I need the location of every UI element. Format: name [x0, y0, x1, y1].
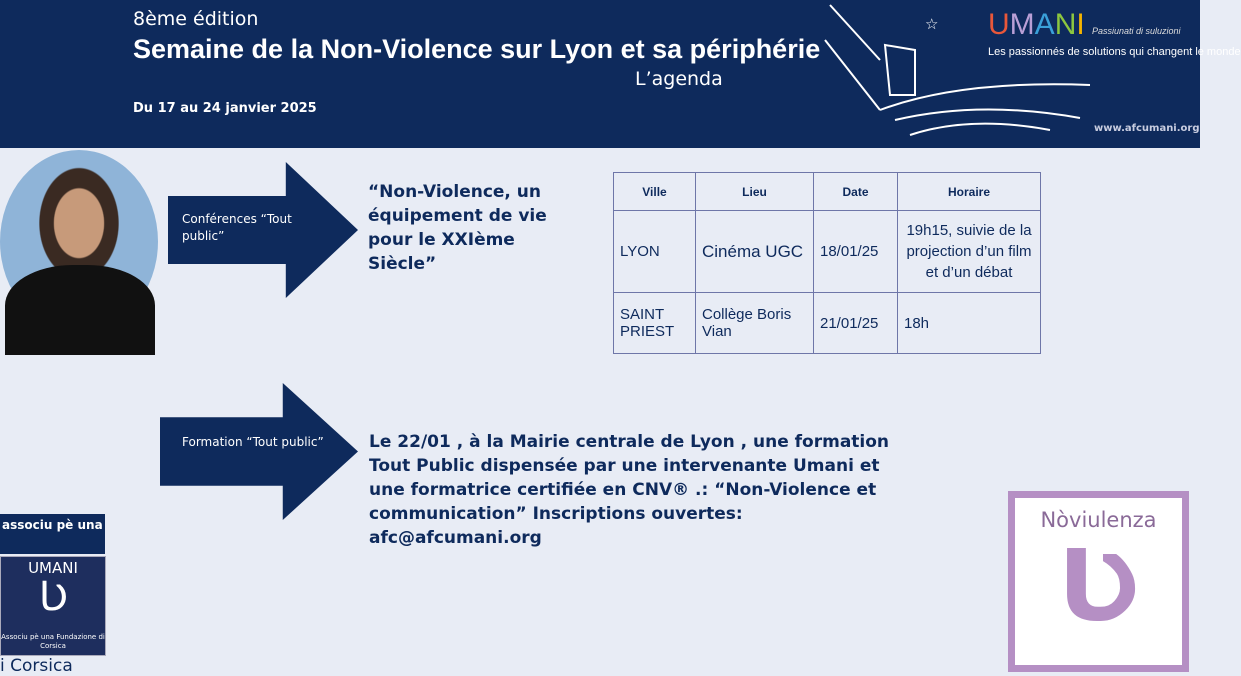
formation-text: Le 22/01 , à la Mairie centrale de Lyon , une formation Tout Public dispensée par une intervenante Umani et une formatrice certifiée en CNV® .: “Non-Violence et communication” Inscriptions ouvertes: afc@afcumani.org: [369, 432, 890, 548]
formation-label: Formation “Tout public”: [182, 435, 324, 449]
cell-ville: LYON: [614, 211, 696, 293]
col-date: Date: [814, 173, 898, 211]
table-row: [614, 211, 1041, 293]
header-banner: [0, 0, 1241, 148]
col-horaire: Horaire: [898, 173, 1041, 211]
speaker-photo: [0, 150, 158, 333]
schedule-table: [613, 172, 1041, 354]
cell-lieu: Cinéma UGC: [696, 211, 814, 293]
cell-horaire: 19h15, suivie de la projection d’un film et d’un débat: [898, 211, 1041, 293]
table-row: [614, 293, 1041, 354]
u-glyph-icon: Ʋ: [38, 574, 68, 620]
page-title: Semaine de la Non-Violence sur Lyon et sa périphérie: [133, 34, 821, 64]
event-dates: Du 17 au 24 janvier 2025: [133, 101, 317, 116]
logo-tagline-it: Passiunati di suluzioni: [1092, 26, 1181, 36]
formation-arrow: [160, 383, 358, 520]
conference-label: Conférences “Tout public”: [182, 212, 292, 243]
associu-banner: associu pè una: [0, 514, 105, 554]
logo-name: UMANI: [28, 559, 78, 577]
u-glyph-icon: Ʋ: [1057, 528, 1140, 645]
logo-sub: Associu pè una Fundazione di Corsica: [1, 633, 105, 650]
logo-tagline: Les passionnés de solutions qui changent le monde: [988, 46, 1241, 58]
col-lieu: Lieu: [696, 173, 814, 211]
cell-ville: SAINT PRIEST: [614, 293, 696, 354]
cell-date: 21/01/25: [814, 293, 898, 354]
umani-corsica-logo: [0, 556, 106, 656]
website-url[interactable]: www.afcumani.org: [1094, 123, 1200, 134]
umani-logo: UMANI: [988, 8, 1085, 41]
cell-date: 18/01/25: [814, 211, 898, 293]
col-ville: Ville: [614, 173, 696, 211]
cell-horaire: 18h: [898, 293, 1041, 354]
conference-quote: “Non-Violence, un équipement de vie pour le XXIème Siècle”: [368, 182, 547, 274]
agenda-label: L’agenda: [635, 68, 723, 90]
cell-lieu: Collège Boris Vian: [696, 293, 814, 354]
noviulenza-title: Nòviulenza: [1040, 508, 1157, 532]
noviulenza-logo: [1008, 491, 1189, 672]
star-icon: ☆: [925, 15, 939, 33]
corsica-text: i Corsica: [0, 656, 73, 676]
edition: 8ème édition: [133, 8, 259, 30]
